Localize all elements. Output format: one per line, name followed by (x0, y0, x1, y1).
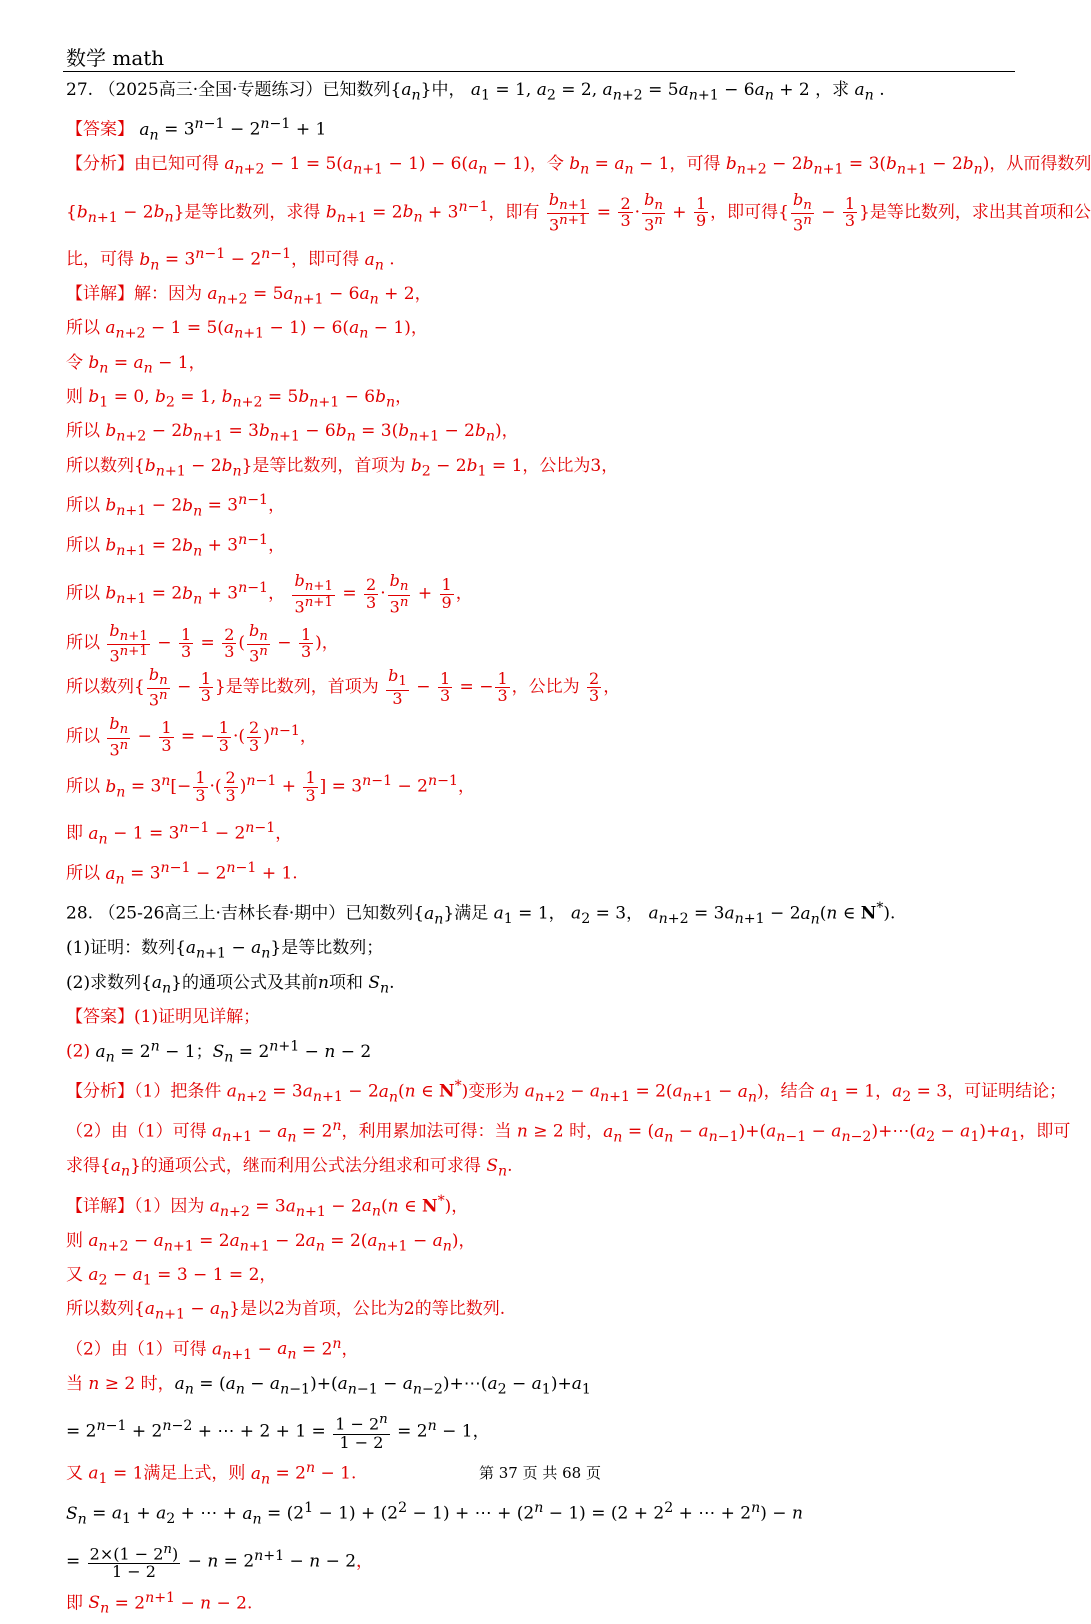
problem-28-analysis-line-1: 【分析】（1）把条件 $a_{n+2} = 3a_{n+1} - 2a_n(n$ ∈ N*)变形为 $a_{n+2} - a_{n+1} = 2(a_{n+1} - a_n)$，结合 $a_1 = 1$，$a_2 = 3$，可证明结论； (66, 1078, 1067, 1106)
problem-27-step: 所以 $b_{n+1} = 2b_n + 3^{n-1}$， (66, 532, 286, 560)
problem-28-answer-1 (66, 1003, 1016, 1032)
problem-28-analysis-line-2: （2）由（1）可得 $a_{n+1} - a_n = 2^n$，利用累加法可得：当 n ≥ 2 时，$a_n = (a_n - a_{n-1})+(a_{n-1}$ − $a_{n-2})+\cdots(a_2 - a_1)+a_1$，即可 (66, 1118, 1071, 1146)
answer-part-1: (1)证明见详解； (134, 1007, 261, 1028)
problem-28-step: = $2^{n-1} + 2^{n-2}$ + ⋯ + 2 + 1 = $\frac{1 - 2^n}{1 - 2}$ = $2^n - 1$， (66, 1412, 490, 1452)
problem-28-part-1: (1)证明：数列$\{a_{n+1} - a_n\}$是等比数列； (66, 938, 384, 962)
problem-27-step: 所以数列{ $\frac{b_n}{3^n}$ − $\frac{1}{3}$ }是等比数列，首项为 $\frac{b_1}{3}$ − $\frac{1}{3}$ = − $\frac{1}{3}$ ，公比为 $\frac{2}{3}$ ， (66, 664, 621, 710)
problem-28-step: 又 $a_1 = 1$满足上式，则 $a_n = 2^n - 1$. (66, 1459, 357, 1487)
problem-28-step: = $\frac{2\times(1 - 2^n)}{1 - 2}$ − $n = 2^{n+1} - n - 2$， (66, 1542, 374, 1582)
problem-28-answer-2: (2) $a_n = 2^n - 1$；$S_n = 2^{n+1} - n - 2$ (66, 1038, 372, 1066)
problem-28-step: 则 $a_{n+2} - a_{n+1} = 2a_{n+1} - 2a_n = 2(a_{n+1} - a_n)$， (66, 1230, 476, 1254)
problem-27-step: 则 $b_1 = 0$, $b_2 = 1$, $b_{n+2} = 5b_{n+1} - 6b_n$， (66, 387, 413, 411)
header-title: 数学 math (66, 46, 165, 70)
detail-tag: 【详解】 (66, 1196, 134, 1217)
problem-27-step: 所以 $a_{n+2} - 1 = 5(a_{n+1} - 1) - 6(a_n - 1)$， (66, 318, 428, 342)
problem-27-step: 所以 $a_n = 3^{n-1} - 2^{n-1} + 1$. (66, 860, 298, 888)
problem-28-detail-intro: 【详解】（1）因为 $a_{n+2} = 3a_{n+1} - 2a_n(n$ ∈ N*)， (66, 1192, 469, 1220)
problem-28-part-2: (2)求数列$\{a_n\}$的通项公式及其前n项和 $S_n$. (66, 972, 395, 997)
problem-27-step: 所以 $\frac{b_n}{3^n}$ − $\frac{1}{3}$ = − $\frac{1}{3}$ ·( $\frac{2}{3}$ )$^{n-1}$， (66, 714, 317, 759)
problem-28-step: （2）由（1）可得 $a_{n+1} - a_n = 2^n$， (66, 1335, 359, 1363)
problem-27-detail-intro: 【详解】解：因为 $a_{n+2} = 5a_{n+1} - 6a_n + 2$， (66, 283, 432, 308)
answer-tag: 【答案】 (66, 1007, 134, 1028)
problem-27-analysis-line-1: 【分析】由已知可得 $a_{n+2} - 1 = 5(a_{n+1} - 1) - 6(a_n - 1)$，令 $b_n = a_n - 1$，可得 $b_{n+2} - 2b_{n+1} = 3(b_{n+1} - 2b_n)$，从而得数列 (66, 154, 1091, 178)
problem-27-step: 所以 $b_{n+1} - 2b_n = 3^{n-1}$， (66, 492, 286, 520)
header-rule (63, 71, 1015, 72)
problem-27-answer: 【答案】 $a_n = 3^{n-1} - 2^{n-1} + 1$ (66, 116, 327, 144)
problem-27-question: 27. （2025高三·全国·专题练习）已知数列$\{a_n\}$中， $a_1 = 1$, $a_2 = 2$, $a_{n+2} = 5a_{n+1} - 6a_n + 2$ ，求 $a_n$ . (66, 80, 885, 104)
problem-27-step: 所以 $b_{n+2} - 2b_{n+1} = 3b_{n+1} - 6b_n = 3(b_{n+1} - 2b_n)$， (66, 421, 519, 445)
problem-27-step: 所以 $b_n = 3^n[-$ $\frac{1}{3}$ ·( $\frac{2}{3}$ )$^{n-1}$ + $\frac{1}{3}$ ] = $3^{n-1} - 2^{n-1}$， (66, 767, 475, 805)
problem-28-number: 28. (66, 903, 94, 924)
problem-27-step: 即 $a_n - 1 = 3^{n-1} - 2^{n-1}$， (66, 820, 293, 848)
problem-27-source: （2025高三·全国·专题练习） (98, 80, 323, 100)
problem-27-step: 令 $b_n = a_n - 1$， (66, 352, 206, 377)
page-number: 第 37 页 共 68 页 (478, 1464, 601, 1482)
problem-27-analysis-line-3: 比，可得 $b_n = 3^{n-1} - 2^{n-1}$，即可得 $a_n$ . (66, 245, 395, 273)
problem-28-question: 28. （25-26高三上·吉林长春·期中）已知数列$\{a_n\}$满足 $a_1 = 1$， $a_2 = 3$， $a_{n+2} = 3a_{n+1} - 2a_n(n$ ∈ N*). (66, 900, 896, 928)
page-content (66, 76, 1091, 1624)
problem-28-analysis-line-3: 求得$\{a_n\}$的通项公式，继而利用公式法分组求和可求得 $S_n$. (66, 1156, 513, 1180)
detail-tag: 【详解】 (66, 283, 134, 304)
problem-28-source: （25-26高三上·吉林长春·期中） (98, 903, 346, 924)
analysis-tag: 【分析】 (66, 154, 134, 175)
problem-27-number: 27. (66, 80, 94, 100)
problem-28-step: 即 $S_n = 2^{n+1} - n - 2$. (66, 1589, 253, 1617)
answer-tag: 【答案】 (66, 120, 134, 141)
problem-27-analysis-line-2: $\{b_{n+1} - 2b_n\}$是等比数列，求得 $b_{n+1} = 2b_n + 3^{n-1}$，即有 $\frac{b_{n+1}}{3^{n+1}}$ = $\frac{2}{3}$ · $\frac{b_n}{3^n}$ + $\frac{1}{9}$ ，即可得{ $\frac{b_n}{3^n}$ − $\frac{1}{3}$ }是等比数列，求出其首项和公 (66, 189, 1091, 235)
problem-28-step: 所以数列$\{a_{n+1} - a_n\}$是以2为首项，公比为2的等比数列. (66, 1299, 506, 1323)
analysis-tag: 【分析】 (66, 1081, 134, 1102)
problem-27-step: 所以数列$\{b_{n+1} - 2b_n\}$是等比数列，首项为 $b_2 - 2b_1 = 1$，公比为3， (66, 455, 619, 480)
problem-27-step: 所以 $\frac{b_{n+1}}{3^{n+1}}$ − $\frac{1}{3}$ = $\frac{2}{3}$ ( $\frac{b_n}{3^n}$ − $\frac{1}{3}$ )， (66, 620, 339, 666)
problem-28-step: 当 n ≥ 2 时，$a_n = (a_n - a_{n-1})+(a_{n-1}$ − $a_{n-2})+\cdots(a_2 - a_1)+a_1$ (66, 1373, 591, 1398)
problem-28-step: $S_n = a_1 + a_2$ + ⋯ + $a_n = (2^1 - 1) + (2^2 - 1)$ + ⋯ + $(2^n - 1) = (2 + 2^2$ + ⋯ + $2^n) - n$ (66, 1499, 803, 1527)
problem-27-step: 所以 $b_{n+1} = 2b_n + 3^{n-1}$， $\frac{b_{n+1}}{3^{n+1}}$ = $\frac{2}{3}$ · $\frac{b_n}{3^n}$ + $\frac{1}{9}$ ， (66, 571, 473, 616)
problem-28-step: 又 $a_2 - a_1 = 3 - 1 = 2$， (66, 1265, 277, 1289)
